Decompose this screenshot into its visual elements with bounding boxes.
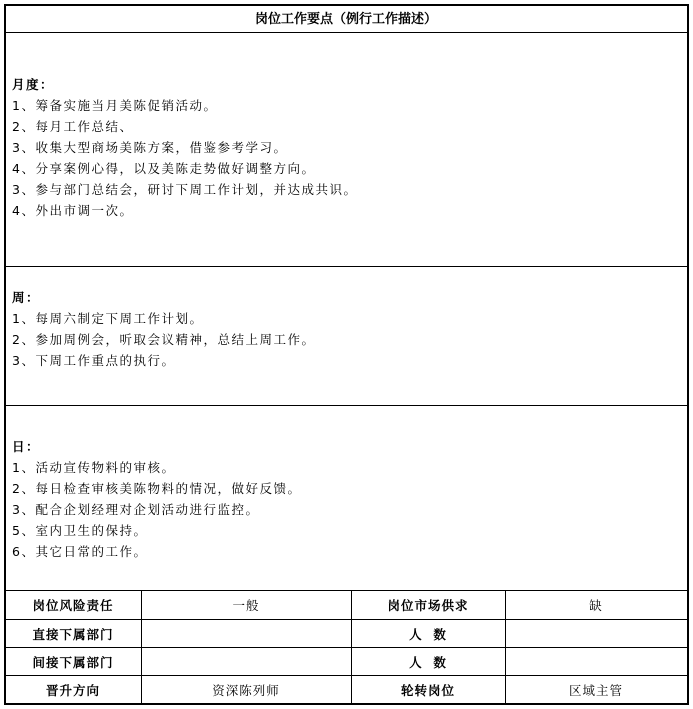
field-value: 资深陈列师 [212,682,280,698]
list-item: 3、收集大型商场美陈方案，借鉴参考学习。 [12,140,288,155]
field-value [505,620,687,647]
field-value [141,648,351,675]
divider [5,32,687,33]
list-item: 2、每月工作总结、 [12,119,134,134]
divider [5,266,687,267]
field-label: 岗位风险责任 [32,598,114,613]
page-title: 岗位工作要点（例行工作描述） [254,12,437,27]
list-item: 4、外出市调一次。 [12,203,134,218]
field-label: 间接下属部门 [32,654,114,670]
field-value [505,648,687,675]
field-label: 晋升方向 [45,682,100,698]
section-heading: 月度： [12,77,55,92]
list-item: 4、分享案例心得，以及美陈走势做好调整方向。 [12,161,316,176]
list-item: 6、其它日常的工作。 [12,544,148,559]
field-value: 区域主管 [568,682,623,698]
list-item: 3、配合企划经理对企划活动进行监控。 [12,502,260,517]
monthly-section [12,74,357,221]
field-label: 岗位市场供求 [387,598,469,613]
field-value: 缺 [589,598,603,613]
field-label: 人 数 [409,654,447,670]
list-item: 1、每周六制定下周工作计划。 [12,311,204,326]
list-item: 3、参与部门总结会，研讨下周工作计划，并达成共识。 [12,182,358,197]
divider [5,405,687,406]
list-item: 2、每日检查审核美陈物料的情况，做好反馈。 [12,481,302,496]
field-label: 轮转岗位 [400,682,455,698]
list-item: 2、参加周例会，听取会议精神，总结上周工作。 [12,332,316,347]
field-label: 人 数 [409,626,447,642]
list-item: 5、室内卫生的保持。 [12,523,148,538]
field-label: 直接下属部门 [32,626,114,642]
weekly-section [12,287,315,371]
section-heading: 日： [12,439,41,454]
list-item: 3、下周工作重点的执行。 [12,353,176,368]
list-item: 1、活动宣传物料的审核。 [12,460,176,475]
field-value: 一般 [232,598,260,613]
daily-section [12,436,301,562]
section-heading: 周： [12,290,41,305]
list-item: 1、筹备实施当月美陈促销活动。 [12,98,218,113]
field-value [141,620,351,647]
